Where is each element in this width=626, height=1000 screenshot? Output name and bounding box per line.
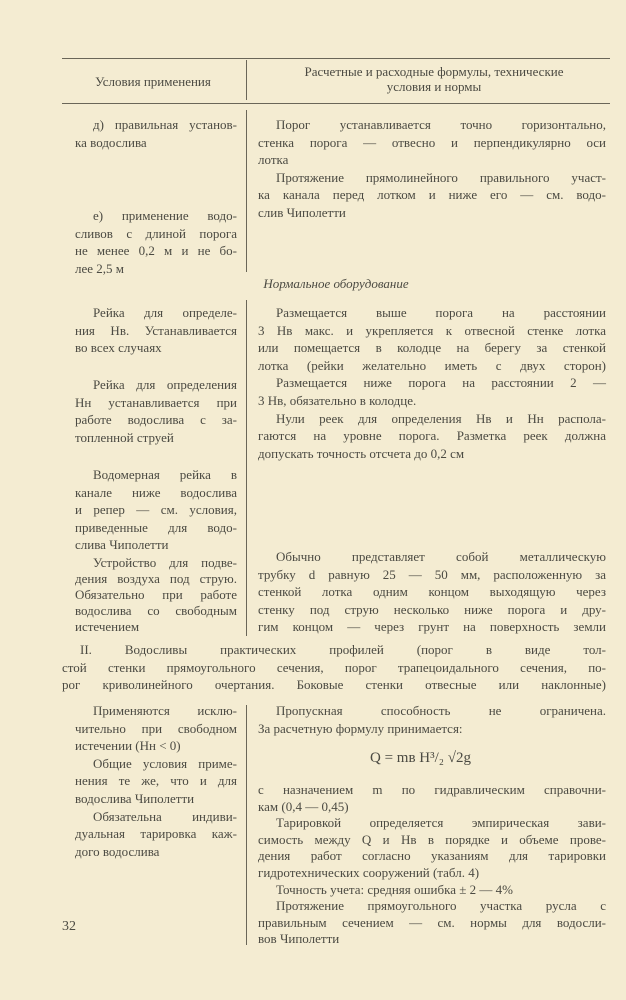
text-line: Размещается выше порога на расстоянии xyxy=(276,305,606,320)
text-line: стенкой лотка одним концом выходящую через xyxy=(258,584,606,600)
text-line: ка канала перед лотком и ниже его — см. водо- xyxy=(258,187,606,203)
text-line: Рейка для определе- xyxy=(93,305,237,320)
text-line: 3 Hв, обязательно в колодце. xyxy=(258,392,417,408)
section-ii-heading xyxy=(62,641,606,694)
text-line: стой стенки прямоугольного сечения, порог трапецоидального сечения, по- xyxy=(62,659,606,675)
text-line: работе водослива с за- xyxy=(75,412,237,428)
text-line: Рейка для определения xyxy=(93,377,237,392)
text-line: стенка порога — отвесно и перпендикулярно оси xyxy=(258,134,606,150)
row-hv-right xyxy=(258,304,606,462)
row-air-right xyxy=(258,548,606,636)
text-line: ния Hв. Устанавливается xyxy=(75,322,237,338)
text-line: нения те же, что и для xyxy=(75,773,237,789)
text-line: истечении (Hн < 0) xyxy=(75,738,181,754)
header-cell-line: условия и нормы xyxy=(386,79,482,94)
row-practical-right-top xyxy=(258,702,606,737)
header-bottom-rule xyxy=(62,103,610,104)
discharge-formula: Q = mв H³/₂ √2g xyxy=(370,750,472,766)
text-line: лее 2,5 м xyxy=(75,260,125,276)
row-d-left xyxy=(75,116,237,151)
text-line: Нули реек для определения Hв и Hн распола- xyxy=(276,410,606,426)
text-line: Применяются исклю- xyxy=(93,703,237,718)
text-line: Порог устанавливается точно горизонтально, xyxy=(276,117,606,132)
text-line: водослива Чиполетти xyxy=(75,790,195,806)
text-line: Обычно представляет собой металлическую xyxy=(276,549,606,564)
text-line: рог криволинейного очертания. Боковые стенки отвесные или наклонные) xyxy=(62,677,606,693)
text-line: с назначением m по гидравлическим справочни- xyxy=(258,782,606,797)
text-line: Тарировкой определяется эмпирическая зави- xyxy=(276,815,606,831)
text-line: Обязательно при работе xyxy=(75,587,237,602)
text-line: гаются на уровне порога. Разметка реек должна xyxy=(258,428,606,444)
text-line: трубку d равную 25 — 50 мм, расположенную за xyxy=(258,566,606,582)
section-title: Нормальное оборудование xyxy=(263,276,409,291)
text-line: лотка (рейки желательно иметь с двух сторон) xyxy=(258,357,606,373)
row-hv-left xyxy=(75,304,237,357)
text-line: правильным сечением — см. нормы для водосли- xyxy=(258,914,606,930)
text-line: дения работ согласно указаниям для тарировки xyxy=(258,848,606,864)
header-right xyxy=(262,64,606,94)
header-cell: Условия применения xyxy=(95,74,211,89)
text-line: дуальная тарировка каж- xyxy=(75,826,237,842)
text-line: чительно при свободном xyxy=(75,720,237,736)
column-divider-a xyxy=(246,110,247,272)
row-gauge-left xyxy=(75,466,237,554)
row-e-left xyxy=(75,207,237,277)
header-divider xyxy=(246,60,247,100)
header-cell-line: Расчетные и расходные формулы, технические xyxy=(304,64,564,79)
row-d-right xyxy=(258,116,606,222)
column-divider-b xyxy=(246,300,247,636)
text-line: Протяжение прямоугольного участка русла с xyxy=(276,898,606,914)
text-line: топленной струей xyxy=(75,429,174,445)
text-line: Водомерная рейка в xyxy=(93,467,237,482)
text-line: слив Чиполетти xyxy=(258,204,346,220)
text-line: во всех случаях xyxy=(75,340,162,356)
text-line: е) применение водо- xyxy=(93,208,237,223)
row-practical-right-bottom xyxy=(258,782,606,948)
text-line: Размещается ниже порога на расстоянии 2 — xyxy=(276,375,606,391)
text-line: водослива со свободным xyxy=(75,603,237,618)
column-divider-c xyxy=(246,705,247,945)
header-left xyxy=(62,73,244,91)
text-line: Протяжение прямолинейного правильного участ- xyxy=(276,169,606,185)
text-line: дения воздуха под струю. xyxy=(75,571,237,586)
text-line: Общие условия приме- xyxy=(93,755,237,771)
text-line: Обязательна индиви- xyxy=(93,808,237,824)
text-line: приведенные для водо- xyxy=(75,519,237,535)
text-line: гидротехнических сооружений (табл. 4) xyxy=(258,864,480,880)
text-line: Hн устанавливается при xyxy=(75,394,237,410)
text-line: д) правильная установ- xyxy=(93,117,237,132)
text-line: Точность учета: средняя ошибка ± 2 — 4% xyxy=(276,881,513,897)
text-line: симость между Q и Hв в порядке и объеме прове- xyxy=(258,831,606,847)
text-line: допускать точность отсчета до 0,2 см xyxy=(258,445,465,461)
text-line: лотка xyxy=(258,152,289,168)
text-line: истечением xyxy=(75,619,140,634)
section-heading-normal xyxy=(62,275,610,293)
text-line: Пропускная способность не ограничена. xyxy=(276,703,606,718)
text-line: гим концом — через грунт на поверхность земли xyxy=(258,619,606,635)
text-line: канале ниже водослива xyxy=(75,484,237,500)
table-top-rule xyxy=(62,58,610,59)
text-line: или помещается в колодце на берегу за стенкой xyxy=(258,340,606,356)
text-line: ка водослива xyxy=(75,134,147,150)
text-line: сливов с длиной порога xyxy=(75,225,237,241)
text-line: вов Чиполетти xyxy=(258,931,340,947)
text-line: слива Чиполетти xyxy=(75,537,169,553)
text-line: кам (0,4 — 0,45) xyxy=(258,798,349,814)
page-number: 32 xyxy=(62,919,76,934)
row-practical-left xyxy=(75,702,237,860)
row-air-left xyxy=(75,555,237,635)
text-line: За расчетную формулу принимается: xyxy=(258,720,463,736)
text-line: Устройство для подве- xyxy=(93,555,237,570)
text-line: стенку под струю несколько ниже порога и дру- xyxy=(258,601,606,617)
text-line: и репер — см. условия, xyxy=(75,502,237,518)
text-line: не менее 0,2 м и не бо- xyxy=(75,243,237,259)
text-line: дого водослива xyxy=(75,843,160,859)
text-line: 3 Hв макс. и укрепляется к отвесной стенке лотка xyxy=(258,322,606,338)
text-line: II. Водосливы практических профилей (порог в виде тол- xyxy=(80,642,606,657)
row-hn-left xyxy=(75,376,237,446)
